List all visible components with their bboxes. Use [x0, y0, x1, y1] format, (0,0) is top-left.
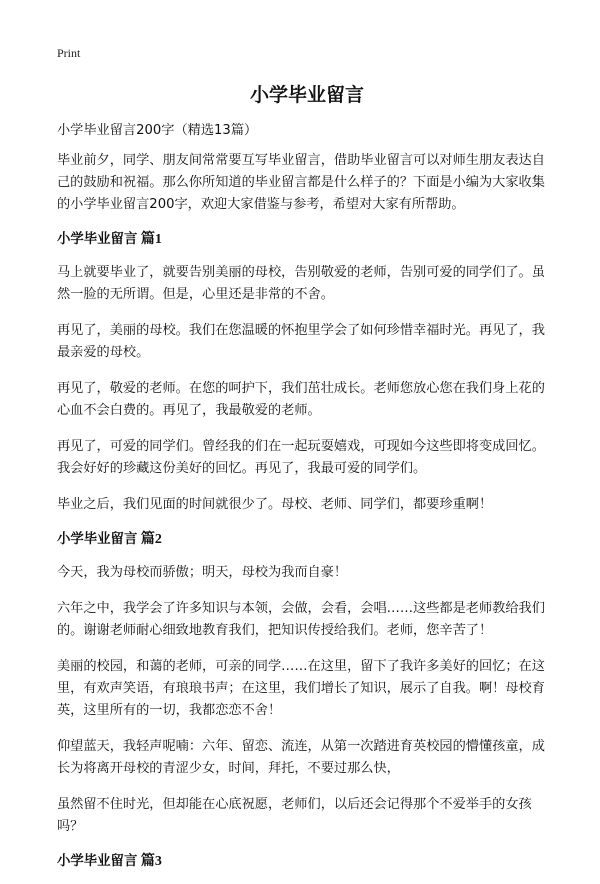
paragraph: 仰望蓝天，我轻声呢喃：六年、留恋、流连，从第一次踏进育英校园的懵懂孩童，成长为将离开母校的青涩少女，时间，拜托，不要过那么快， — [57, 739, 545, 776]
intro-paragraph: 毕业前夕，同学、朋友间常常要互写毕业留言，借助毕业留言可以对师生朋友表达自己的鼓励和祝福。那么你所知道的毕业留言都是什么样子的？下面是小编为大家收集的小学毕业留言200字，欢迎大家借鉴与参考，希望对大家有所帮助。 — [57, 153, 545, 212]
paragraph: 虽然留不住时光，但却能在心底祝愿，老师们，以后还会记得那个不爱举手的女孩吗？ — [57, 797, 532, 834]
paragraph: 马上就要毕业了，就要告别美丽的母校，告别敬爱的老师，告别可爱的同学们了。虽然一脸的无所谓。但是，心里还是非常的不舍。 — [57, 265, 545, 302]
paragraph: 美丽的校园，和蔼的老师，可亲的同学……在这里，留下了我许多美好的回忆；在这里，有欢声笑语，有琅琅书声；在这里，我们增长了知识，展示了自我。啊！母校育英，这里所有的一切，我都恋恋不舍！ — [57, 659, 545, 718]
paragraph: 今天，我为母校而骄傲；明天，母校为我而自豪！ — [57, 565, 348, 580]
section-heading-1 — [57, 230, 557, 250]
section-heading-label: 小学毕业留言 — [57, 854, 138, 869]
paragraph: 再见了，可爱的同学们。曾经我的们在一起玩耍嬉戏，可现如今这些即将变成回忆。我会好好的珍藏这份美好的回忆。再见了，我最可爱的同学们。 — [57, 439, 545, 476]
paragraph: 六年之中，我学会了许多知识与本领，会做，会看，会唱……这些都是老师教给我们的。谢谢老师耐心细致地教育我们，把知识传授给我们。老师，您辛苦了！ — [57, 601, 545, 638]
section-heading-number: 篇2 — [137, 532, 162, 547]
page-title: 小学毕业留言 — [249, 84, 364, 106]
paragraph: 再见了，敬爱的老师。在您的呵护下，我们茁壮成长。老师您放心您在我们身上花的心血不会白费的。再见了，我最敬爱的老师。 — [57, 381, 545, 418]
article-subtitle: 小学毕业留言200字（精选13篇） — [57, 123, 258, 138]
section-heading-label: 小学毕业留言 — [57, 532, 138, 547]
section-heading-label: 小学毕业留言 — [57, 232, 138, 247]
section-heading-number: 篇1 — [137, 232, 162, 247]
article-body — [57, 120, 557, 884]
print-link[interactable]: Print — [57, 46, 81, 60]
section-heading-2 — [57, 530, 557, 550]
paragraph: 毕业之后，我们见面的时间就很少了。母校、老师、同学们，都要珍重啊！ — [57, 497, 493, 512]
section-heading-number: 篇3 — [137, 854, 162, 869]
section-heading-3 — [57, 852, 557, 872]
paragraph: 再见了，美丽的母校。我们在您温暖的怀抱里学会了如何珍惜幸福时光。再见了，我最亲爱的母校。 — [57, 323, 545, 360]
